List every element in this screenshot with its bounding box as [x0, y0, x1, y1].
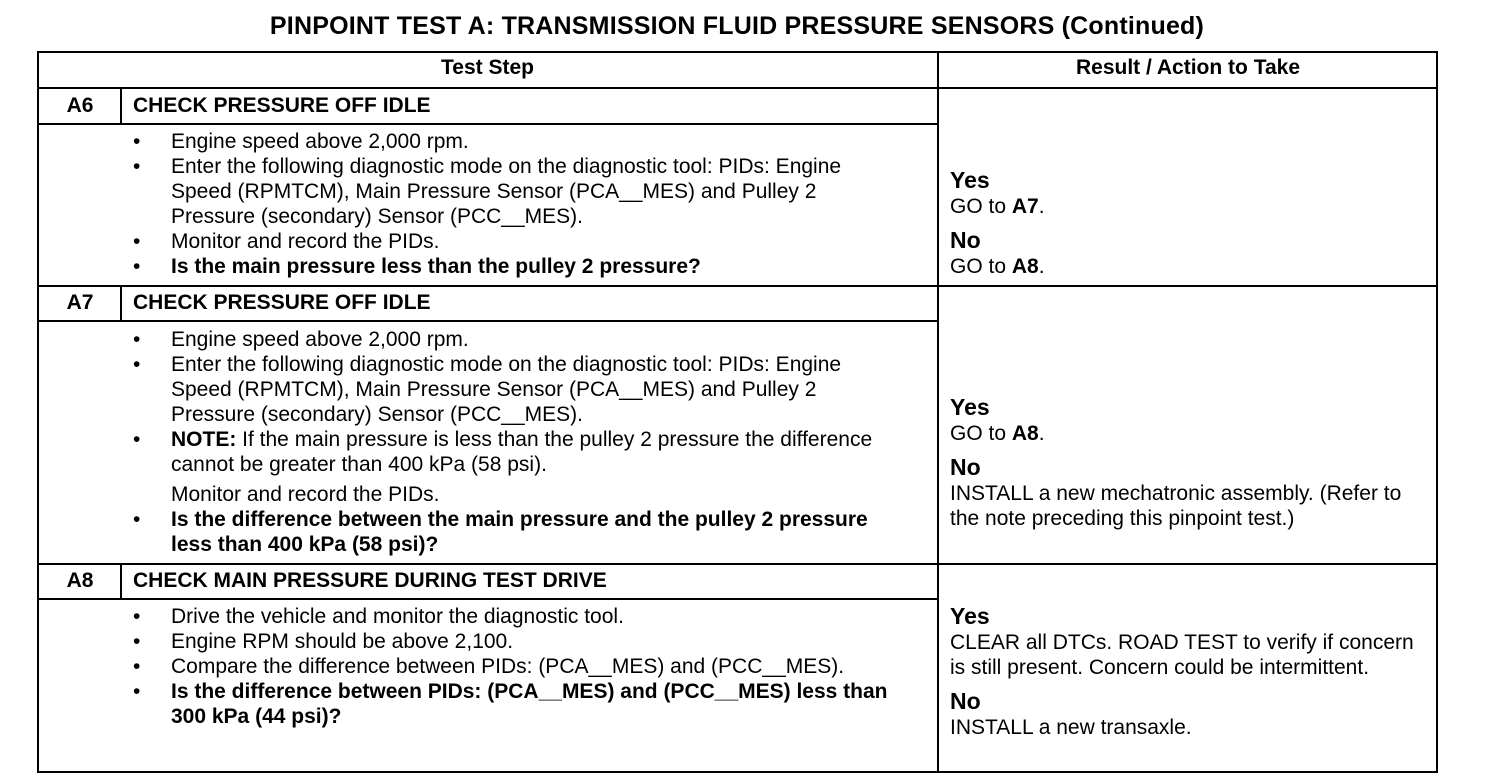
no-label: No — [950, 454, 981, 480]
result-a7 — [950, 394, 1430, 531]
list-item: • Is the difference between PIDs: (PCA__MES) and (PCC__MES) less than 300 kPa (44 psi)? — [133, 680, 888, 728]
column-divider — [937, 52, 939, 772]
step-separator — [38, 285, 1437, 287]
yes-label: Yes — [950, 394, 990, 420]
step-id-divider — [120, 286, 122, 321]
step-id-a7: A7 — [66, 291, 94, 314]
no-action: INSTALL a new transaxle. — [950, 716, 1192, 739]
step-id-a6: A6 — [66, 94, 94, 117]
step-id-divider — [120, 88, 122, 124]
list-item: • Engine speed above 2,000 rpm. — [133, 130, 469, 153]
list-item: • Monitor and record the PIDs. — [133, 230, 440, 253]
no-action: INSTALL a new mechatronic assembly. (Refer to the note preceding this pinpoint test.) — [950, 482, 1402, 530]
list-item: Monitor and record the PIDs. — [171, 483, 440, 506]
no-label: No — [950, 688, 981, 714]
list-item: • Compare the difference between PIDs: (PCA__MES) and (PCC__MES). — [133, 655, 845, 678]
list-item: • Is the main pressure less than the pulley 2 pressure? — [133, 255, 701, 278]
step-heading-a8: CHECK MAIN PRESSURE DURING TEST DRIVE — [133, 569, 607, 592]
no-action: GO to A8. — [950, 255, 1045, 278]
step-separator — [38, 563, 1437, 565]
yes-action: GO to A8. — [950, 422, 1045, 445]
step-id-divider — [120, 564, 122, 599]
header-result-action: Result / Action to Take — [1075, 56, 1301, 79]
list-item: • Drive the vehicle and monitor the diagnostic tool. — [133, 605, 624, 628]
list-item: • Is the difference between the main pressure and the pulley 2 pressure less than 400 kPa (58 psi)? — [133, 508, 868, 556]
step-heading-a6: CHECK PRESSURE OFF IDLE — [133, 94, 431, 117]
no-label: No — [950, 227, 981, 253]
yes-action: CLEAR all DTCs. ROAD TEST to verify if concern is still present. Concern could be intermittent. — [950, 631, 1414, 679]
result-a6 — [950, 167, 1430, 279]
yes-action: GO to A7. — [950, 195, 1045, 218]
step-a7-instructions — [133, 327, 903, 557]
step-head-rule — [38, 123, 938, 125]
step-id-a8: A8 — [66, 569, 94, 592]
list-item: • Engine speed above 2,000 rpm. — [133, 328, 469, 351]
yes-label: Yes — [950, 167, 990, 193]
header-rule — [38, 87, 1437, 89]
list-item: • Enter the following diagnostic mode on the diagnostic tool: PIDs: Engine Speed (RPMTCM), Main Pressure Sensor (PCA__MES) and Pulley 2 Pressure (secondary) Sensor (PCC__MES). — [133, 155, 842, 228]
result-a8 — [950, 603, 1430, 740]
yes-label: Yes — [950, 603, 990, 629]
step-a6-instructions — [133, 129, 903, 279]
list-item: • Engine RPM should be above 2,100. — [133, 630, 514, 653]
header-test-step: Test Step — [441, 56, 534, 79]
step-a8-instructions — [133, 604, 903, 729]
step-heading-a7: CHECK PRESSURE OFF IDLE — [133, 291, 431, 314]
step-head-rule — [38, 320, 938, 322]
step-head-rule — [38, 598, 938, 600]
list-item: • NOTE: If the main pressure is less than the pulley 2 pressure the difference cannot be greater than 400 kPa (58 psi). — [133, 428, 873, 476]
list-item: • Enter the following diagnostic mode on the diagnostic tool: PIDs: Engine Speed (RPMTCM), Main Pressure Sensor (PCA__MES) and Pulley 2 Pressure (secondary) Sensor (PCC__MES). — [133, 353, 842, 426]
page-title: PINPOINT TEST A: TRANSMISSION FLUID PRESSURE SENSORS (Continued) — [269, 12, 1205, 40]
